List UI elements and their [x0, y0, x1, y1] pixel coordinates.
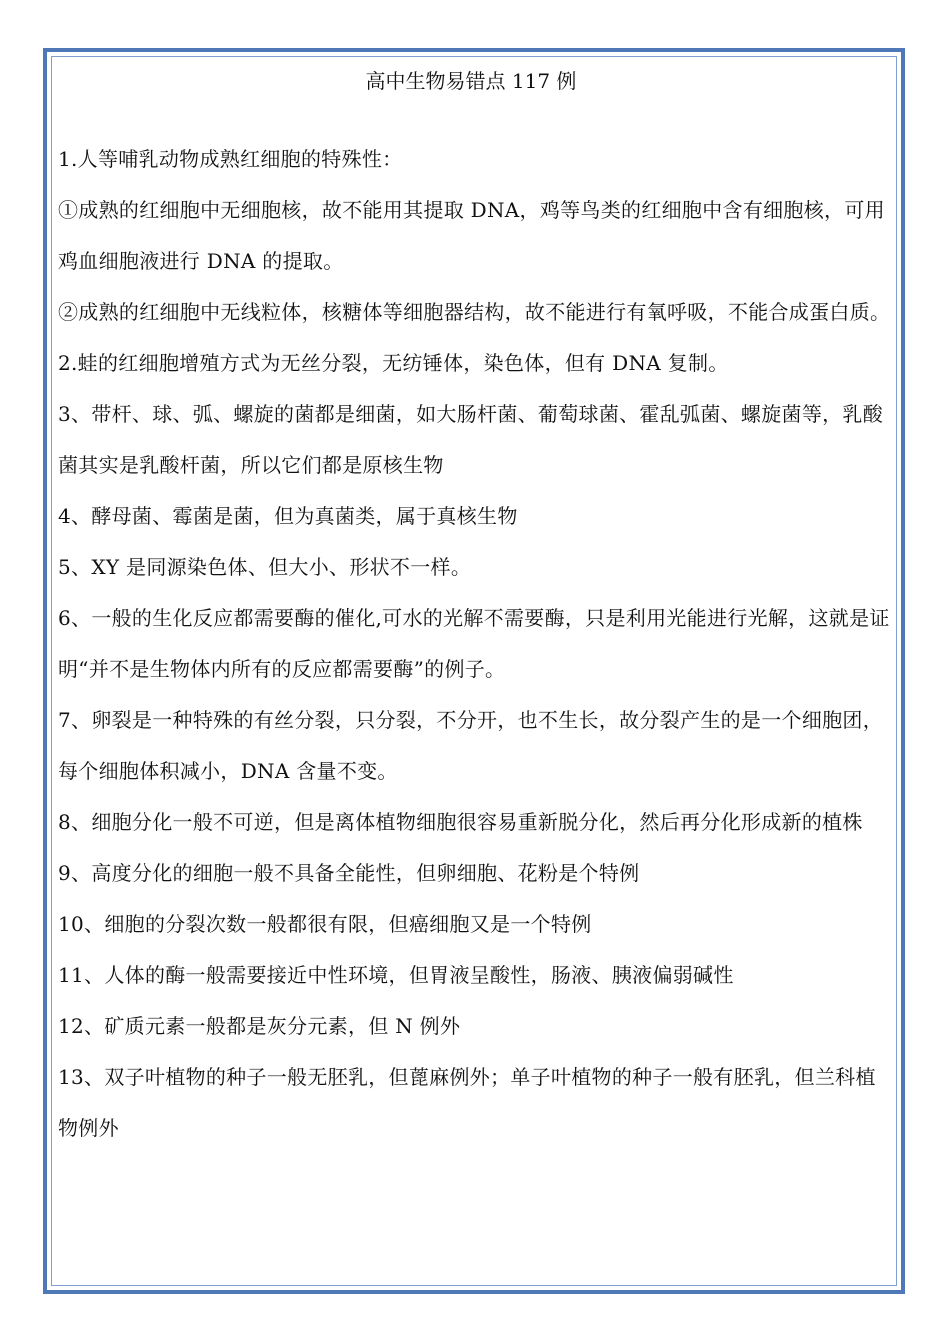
- paragraph-9: 9、高度分化的细胞一般不具备全能性，但卵细胞、花粉是个特例: [58, 861, 640, 885]
- document-body: [58, 66, 894, 1154]
- paragraph-10: 10、细胞的分裂次数一般都很有限，但癌细胞又是一个特例: [58, 912, 592, 936]
- paragraph-7: 7、卵裂是一种特殊的有丝分裂，只分裂，不分开，也不生长，故分裂产生的是一个细胞团，每个细胞体积减小，DNA 含量不变。: [58, 708, 884, 783]
- paragraph-2: 2.蛙的红细胞增殖方式为无丝分裂，无纺锤体，染色体，但有 DNA 复制。: [58, 351, 729, 375]
- paragraph-12: 12、矿质元素一般都是灰分元素，但 N 例外: [58, 1014, 461, 1038]
- paragraph-6: 6、一般的生化反应都需要酶的催化,可水的光解不需要酶，只是利用光能进行光解，这就是证明“并不是生物体内所有的反应都需要酶”的例子。: [58, 606, 890, 681]
- paragraph-1a: ①成熟的红细胞中无细胞核，故不能用其提取 DNA，鸡等鸟类的红细胞中含有细胞核，可用鸡血细胞液进行 DNA 的提取。: [58, 198, 885, 273]
- paragraph-13: 13、双子叶植物的种子一般无胚乳，但蓖麻例外；单子叶植物的种子一般有胚乳，但兰科植物例外: [58, 1065, 876, 1140]
- paragraph-11: 11、人体的酶一般需要接近中性环境，但胃液呈酸性，肠液、胰液偏弱碱性: [58, 963, 734, 987]
- paragraph-4: 4、酵母菌、霉菌是菌，但为真菌类，属于真核生物: [58, 504, 518, 528]
- document-title: 高中生物易错点 117 例: [365, 69, 577, 93]
- paragraph-3: 3、带杆、球、弧、螺旋的菌都是细菌，如大肠杆菌、葡萄球菌、霍乱弧菌、螺旋菌等，乳酸菌其实是乳酸杆菌，所以它们都是原核生物: [58, 402, 884, 477]
- paragraph-1b: ②成熟的红细胞中无线粒体，核糖体等细胞器结构，故不能进行有氧呼吸，不能合成蛋白质。: [58, 300, 891, 324]
- paragraph-1: 1.人等哺乳动物成熟红细胞的特殊性：: [58, 147, 403, 171]
- paragraph-8: 8、细胞分化一般不可逆，但是离体植物细胞很容易重新脱分化，然后再分化形成新的植株: [58, 810, 863, 834]
- paragraph-5: 5、XY 是同源染色体、但大小、形状不一样。: [58, 555, 472, 579]
